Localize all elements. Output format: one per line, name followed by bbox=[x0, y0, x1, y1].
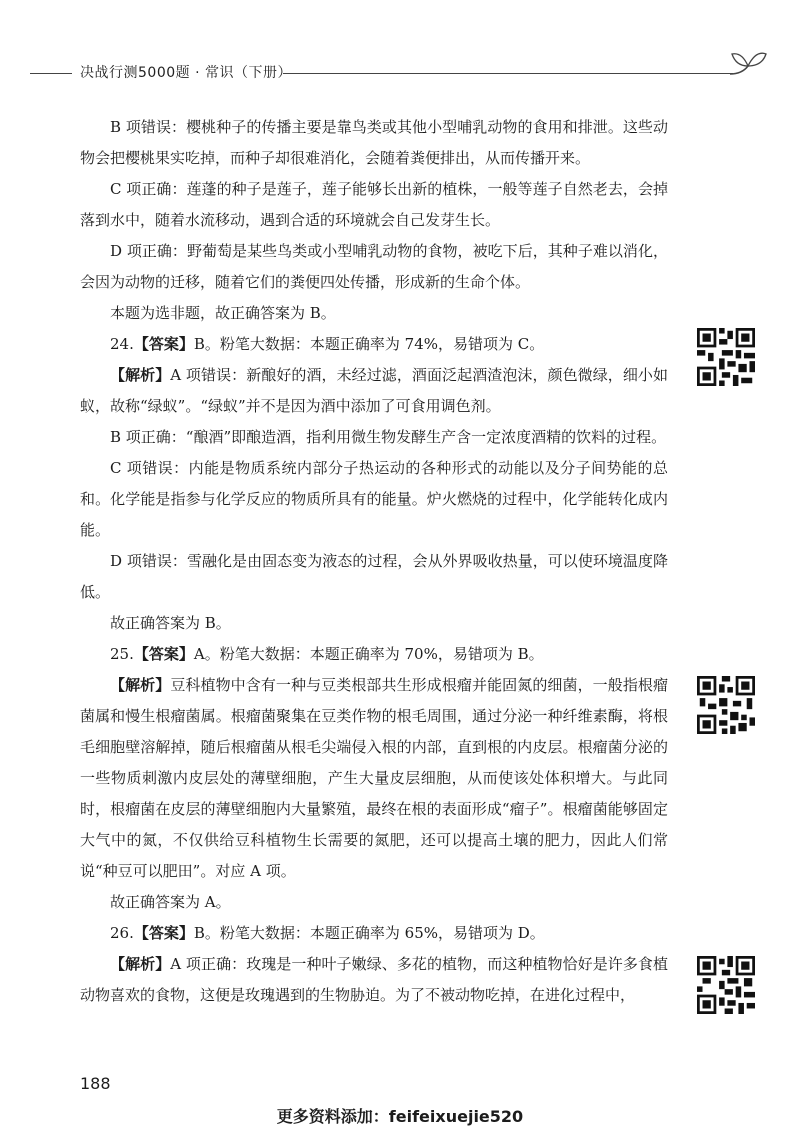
answer-line-25: 25.【答案】A。粉笔大数据：本题正确率为 70%，易错项为 B。 bbox=[110, 645, 544, 663]
analysis-paragraph: 【解析】A 项正确：玫瑰是一种叶子嫩绿、多花的植物，而这种植物恰好是许多食植动物喜欢的食物，这便是玫瑰遇到的生物胁迫。为了不被动物吃掉，在进化过程中， bbox=[80, 955, 668, 1004]
answer-label: 【答案】 bbox=[133, 924, 194, 942]
qr-code-25[interactable] bbox=[697, 676, 755, 734]
paragraph: D 项正确：野葡萄是某些鸟类或小型哺乳动物的食物，被吃下后，其种子难以消化，会因为动物的迁移，随着它们的粪便四处传播，形成新的生命个体。 bbox=[80, 242, 668, 291]
analysis-paragraph: 【解析】豆科植物中含有一种与豆类根部共生形成根瘤并能固氮的细菌，一般指根瘤菌属和慢生根瘤菌属。根瘤菌聚集在豆类作物的根毛周围，通过分泌一种纤维素酶，将根毛细胞壁溶解掉，随后根瘤菌从根毛尖端侵入根的内部，直到根的内皮层。根瘤菌分泌的一些物质刺激内皮层处的薄壁细胞，产生大量皮层细胞，从而使该处体积增大。与此同时，根瘤菌在皮层的薄壁细胞内大量繁殖，最终在根的表面形成“瘤子”。根瘤菌能够固定大气中的氮，不仅供给豆科植物生长需要的氮肥，还可以提高土壤的肥力，因此人们常说“种豆可以肥田”。对应 A 项。 bbox=[80, 676, 668, 880]
paragraph: D 项错误：雪融化是由固态变为液态的过程，会从外界吸收热量，可以使环境温度降低。 bbox=[80, 552, 668, 601]
running-header bbox=[0, 58, 800, 88]
analysis-label: 【解析】 bbox=[110, 366, 171, 384]
analysis-paragraph: 【解析】A 项错误：新酿好的酒，未经过滤，酒面泛起酒渣泡沫，颜色微绿，细小如蚁，故称“绿蚁”。“绿蚁”并不是因为酒中添加了可食用调色剂。 bbox=[80, 366, 668, 415]
analysis-label: 【解析】 bbox=[110, 676, 171, 694]
paragraph: 本题为选非题，故正确答案为 B。 bbox=[110, 304, 336, 322]
paragraph: 故正确答案为 A。 bbox=[110, 893, 231, 911]
answer-label: 【答案】 bbox=[133, 335, 194, 353]
paragraph: 故正确答案为 B。 bbox=[110, 614, 231, 632]
header-rule-left bbox=[30, 73, 72, 74]
qr-code-24[interactable] bbox=[697, 328, 755, 386]
book-title: 决战行测5000题 · 常识（下册） bbox=[80, 65, 292, 81]
answer-label: 【答案】 bbox=[133, 645, 194, 663]
paragraph: B 项正确：“酿酒”即酿造酒，指利用微生物发酵生产含一定浓度酒精的饮料的过程。 bbox=[110, 428, 667, 446]
answer-line-24: 24.【答案】B。粉笔大数据：本题正确率为 74%，易错项为 C。 bbox=[110, 335, 545, 353]
sprout-icon bbox=[728, 44, 768, 84]
analysis-label: 【解析】 bbox=[110, 955, 171, 973]
footer-note: 更多资料添加：feifeixuejie520 bbox=[276, 1107, 524, 1126]
paragraph: B 项错误：樱桃种子的传播主要是靠鸟类或其他小型哺乳动物的食用和排泄。这些动物会把樱桃果实吃掉，而种子却很难消化，会随着粪便排出，从而传播开来。 bbox=[80, 118, 668, 167]
qr-code-26[interactable] bbox=[697, 956, 755, 1014]
paragraph: C 项正确：莲蓬的种子是莲子，莲子能够长出新的植株，一般等莲子自然老去，会掉落到水中，随着水流移动，遇到合适的环境就会自己发芽生长。 bbox=[80, 180, 668, 229]
page-content bbox=[80, 112, 668, 1011]
header-rule-right bbox=[283, 73, 733, 74]
page-number: 188 bbox=[80, 1074, 111, 1093]
answer-line-26: 26.【答案】B。粉笔大数据：本题正确率为 65%，易错项为 D。 bbox=[110, 924, 545, 942]
paragraph: C 项错误：内能是物质系统内部分子热运动的各种形式的动能以及分子间势能的总和。化学能是指参与化学反应的物质所具有的能量。炉火燃烧的过程中，化学能转化成内能。 bbox=[80, 459, 668, 539]
